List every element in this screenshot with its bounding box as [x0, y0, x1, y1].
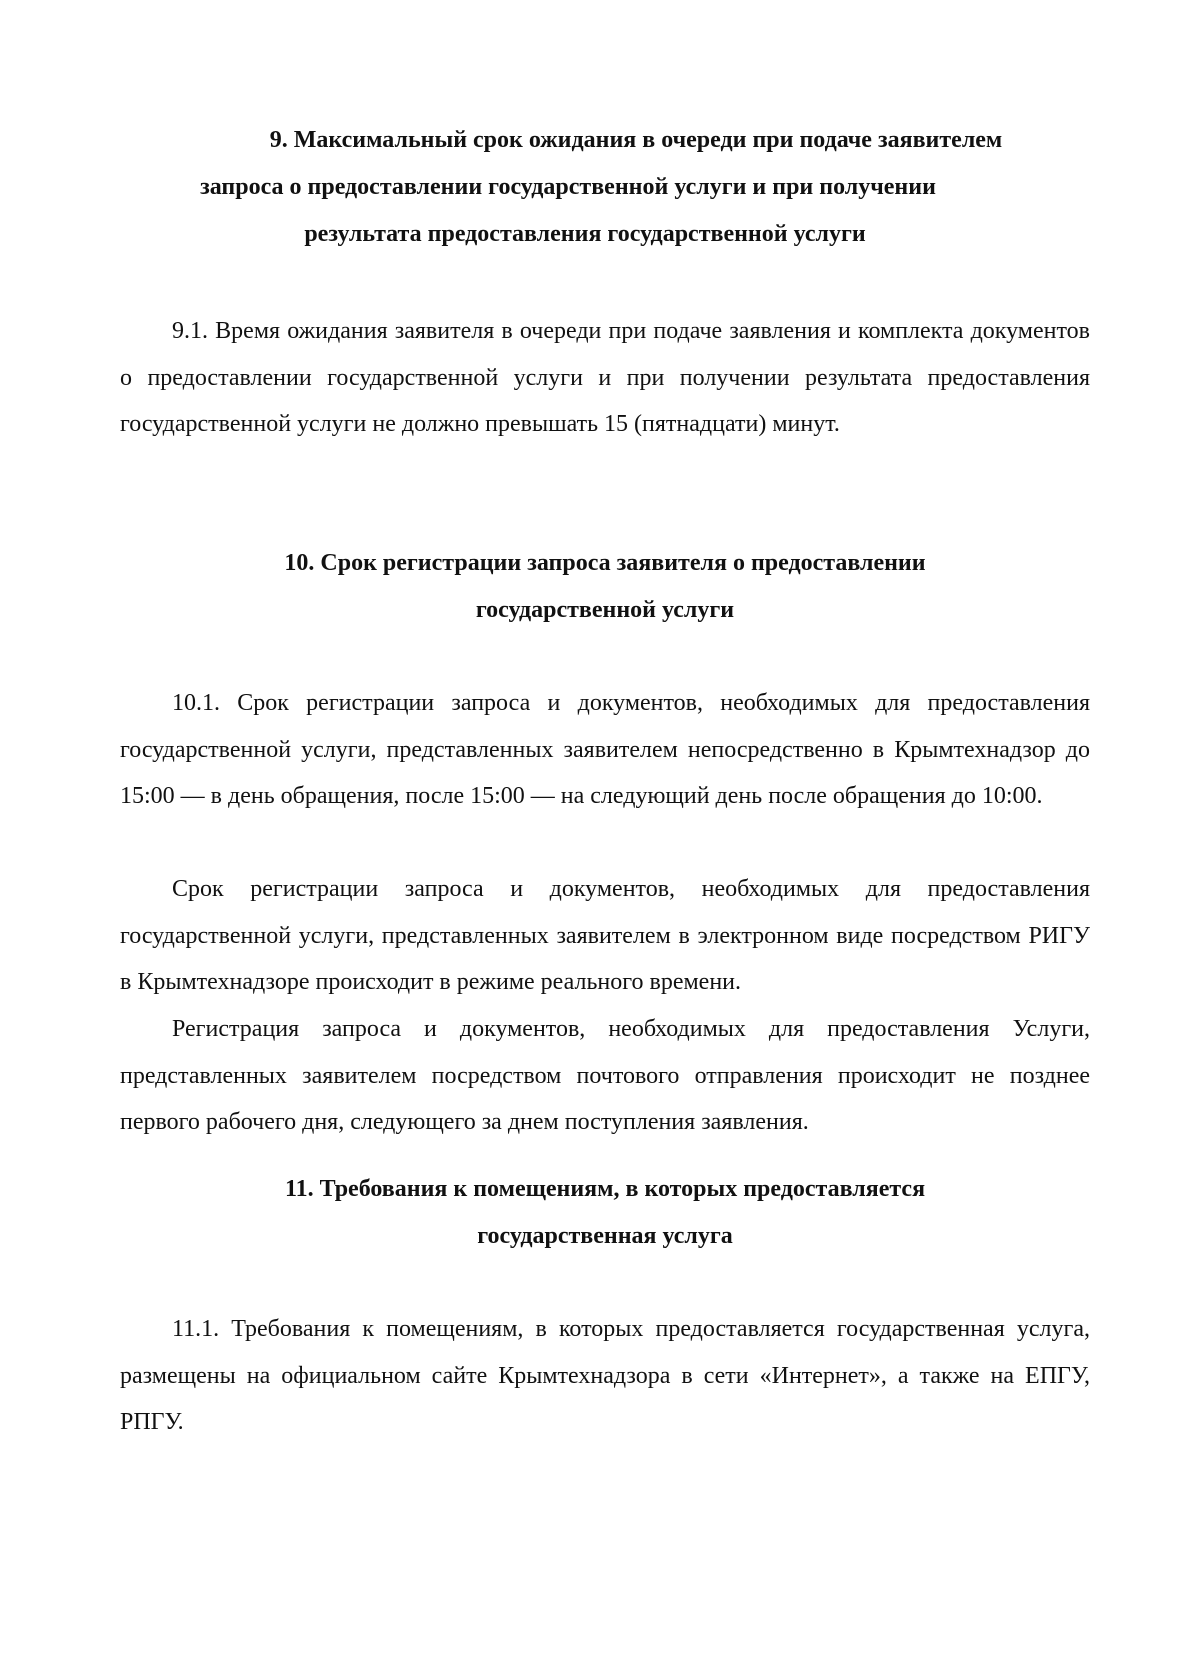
section-10-heading-line-1: 10. Срок регистрации запроса заявителя о предоставлении: [284, 550, 926, 576]
section-9-heading: [120, 117, 1090, 258]
section-9-heading-line-3: результата предоставления государственной услуги: [304, 221, 866, 247]
paragraph-10-1-postal: Регистрация запроса и документов, необходимых для предоставления Услуги, представленных заявителем посредством почтового отправления происходит не позднее первого рабочего дня, следующего за днем поступления заявления.: [120, 1016, 1090, 1135]
paragraph-11-1: 11.1. Требования к помещениям, в которых предоставляется государственная услуга, размещены на официальном сайте Крымтехнадзора в сети «Интернет», а также на ЕПГУ, РПГУ.: [120, 1316, 1090, 1435]
section-10-heading-line-2: государственной услуги: [475, 597, 735, 623]
paragraph-9-1: 9.1. Время ожидания заявителя в очереди при подаче заявления и комплекта документов о предоставлении государственной услуги и при получении результата предоставления государственной услуги не должно превышать 15 (пятнадцати) минут.: [120, 318, 1090, 437]
paragraph-10-1: 10.1. Срок регистрации запроса и документов, необходимых для предоставления государственной услуги, представленных заявителем непосредственно в Крымтехнадзор до 15:00 — в день обращения, после 15:00 — на следующий день после обращения до 10:00.: [120, 690, 1090, 809]
section-9-heading-line-1: 9. Максимальный срок ожидания в очереди при подаче заявителем: [269, 127, 1003, 153]
paragraph-10-1-electronic: Срок регистрации запроса и документов, необходимых для предоставления государственной услуги, представленных заявителем в электронном виде посредством РИГУ в Крымтехнадзоре происходит в режиме реального времени.: [120, 876, 1090, 995]
section-11-heading-line-1: 11. Требования к помещениям, в которых предоставляется: [284, 1176, 926, 1202]
section-9-heading-line-2: запроса о предоставлении государственной услуги и при получении: [200, 174, 936, 200]
section-11-heading: [120, 1166, 1090, 1260]
section-11-heading-line-2: государственная услуга: [477, 1223, 733, 1249]
document-body: [120, 0, 1090, 1677]
section-10-heading: [120, 540, 1090, 634]
